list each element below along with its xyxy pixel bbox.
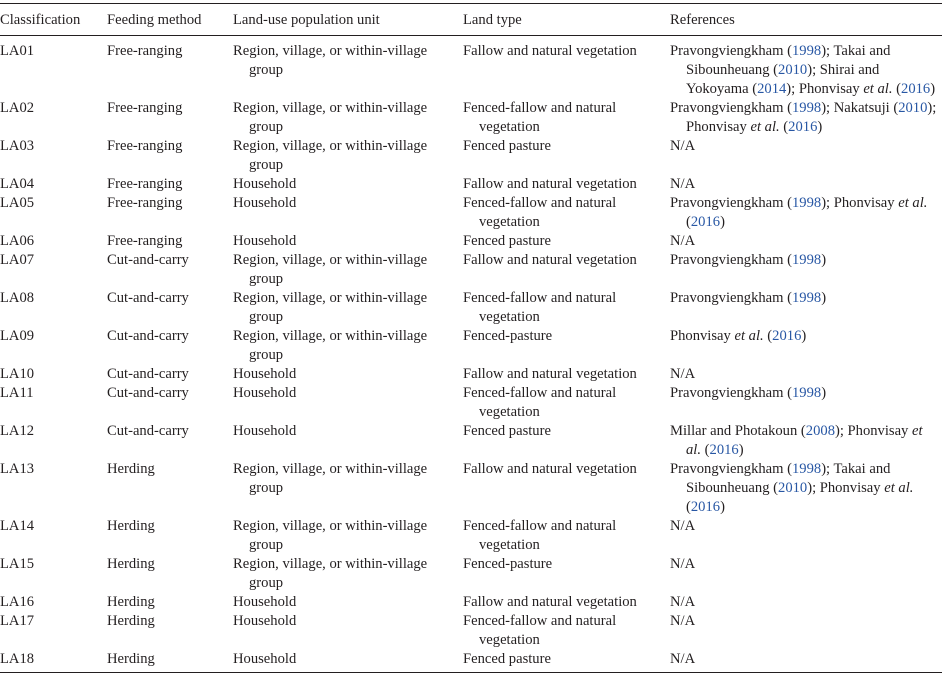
- et-al-text: et al.: [898, 195, 928, 211]
- reference-text: ): [817, 119, 823, 135]
- references-cell: [670, 422, 942, 460]
- reference-text: ): [821, 385, 827, 401]
- references-cell: [670, 555, 942, 593]
- land-type-cell: Fenced-fallow and natural vegetation: [463, 385, 617, 420]
- feeding-method-cell: Herding: [107, 556, 155, 572]
- header-row: [0, 4, 942, 36]
- references-cell: [670, 593, 942, 612]
- land-use-classification-table: [0, 3, 942, 673]
- land-use-unit-cell: Region, village, or within-village group: [233, 100, 428, 135]
- classification-cell: LA04: [0, 176, 35, 192]
- citation-year-link[interactable]: 2016: [690, 499, 721, 515]
- citation-year-link[interactable]: 2016: [690, 214, 721, 230]
- feeding-method-cell: Cut-and-carry: [107, 252, 189, 268]
- table-row: [0, 327, 942, 365]
- table-header: [0, 4, 942, 36]
- reference-text: Pravongviengkham (: [670, 461, 792, 477]
- reference-text: (: [779, 119, 789, 135]
- reference-text: ); Takai and Sibounheuang (: [686, 43, 891, 78]
- citation-year-link[interactable]: 1998: [792, 385, 822, 401]
- land-use-unit-cell: Region, village, or within-village group: [233, 252, 428, 287]
- feeding-method-cell: Herding: [107, 613, 155, 629]
- citation-year-link[interactable]: 1998: [792, 290, 822, 306]
- citation-year-link[interactable]: 2010: [898, 100, 928, 116]
- land-type-cell: Fenced-pasture: [463, 556, 553, 572]
- land-use-unit-cell: Household: [233, 195, 297, 211]
- citation-year-link[interactable]: 1998: [792, 43, 822, 59]
- land-use-unit-cell: Household: [233, 613, 297, 629]
- citation-year-link[interactable]: 2016: [709, 442, 739, 458]
- land-use-unit-cell: Region, village, or within-village group: [233, 461, 428, 496]
- citation-year-link[interactable]: 1998: [792, 461, 822, 477]
- reference-text: (: [701, 442, 710, 458]
- references-cell: [670, 251, 942, 289]
- land-type-cell: Fallow and natural vegetation: [463, 43, 637, 59]
- land-type-cell: Fenced pasture: [463, 233, 551, 249]
- reference-text: ); Shirai and Yokoyama (: [686, 62, 880, 97]
- reference-text: ); Phonvisay: [821, 195, 899, 211]
- feeding-method-cell: Herding: [107, 518, 155, 534]
- reference-text: ): [821, 252, 827, 268]
- land-use-unit-cell: Region, village, or within-village group: [233, 556, 428, 591]
- classification-cell: LA15: [0, 556, 35, 572]
- land-type-cell: Fenced-fallow and natural vegetation: [463, 290, 617, 325]
- reference-text: Pravongviengkham (: [670, 252, 792, 268]
- classification-cell: LA01: [0, 43, 35, 59]
- land-type-cell: Fenced pasture: [463, 423, 551, 439]
- reference-text: ): [930, 81, 936, 97]
- classification-cell: LA07: [0, 252, 35, 268]
- et-al-text: et al.: [863, 81, 893, 97]
- feeding-method-cell: Cut-and-carry: [107, 290, 189, 306]
- classification-cell: LA14: [0, 518, 35, 534]
- reference-text: Pravongviengkham (: [670, 100, 792, 116]
- et-al-text: et al.: [686, 423, 923, 458]
- land-use-unit-cell: Household: [233, 233, 297, 249]
- land-type-cell: Fallow and natural vegetation: [463, 594, 637, 610]
- reference-text: N/A: [670, 518, 696, 534]
- classification-cell: LA10: [0, 366, 35, 382]
- classification-cell: LA02: [0, 100, 35, 116]
- reference-text: N/A: [670, 594, 696, 610]
- land-type-cell: Fallow and natural vegetation: [463, 176, 637, 192]
- header-references: References: [670, 4, 942, 36]
- table-body: [0, 36, 942, 673]
- land-type-cell: Fenced-fallow and natural vegetation: [463, 613, 617, 648]
- land-type-cell: Fenced pasture: [463, 138, 551, 154]
- header-land-use-unit: Land-use population unit: [233, 4, 463, 36]
- citation-year-link[interactable]: 1998: [792, 252, 822, 268]
- table-row: [0, 175, 942, 194]
- feeding-method-cell: Herding: [107, 461, 155, 477]
- reference-text: (: [686, 214, 691, 230]
- feeding-method-cell: Free-ranging: [107, 138, 183, 154]
- reference-text: ): [821, 290, 827, 306]
- land-type-cell: Fenced-fallow and natural vegetation: [463, 518, 617, 553]
- reference-text: N/A: [670, 366, 696, 382]
- land-type-cell: Fenced-fallow and natural vegetation: [463, 195, 617, 230]
- citation-year-link[interactable]: 2016: [772, 328, 802, 344]
- reference-text: Pravongviengkham (: [670, 43, 792, 59]
- reference-text: ); Phonvisay: [834, 423, 913, 439]
- classification-cell: LA09: [0, 328, 35, 344]
- reference-text: ): [738, 442, 744, 458]
- land-use-unit-cell: Household: [233, 366, 297, 382]
- classification-cell: LA08: [0, 290, 35, 306]
- land-use-unit-cell: Household: [233, 650, 463, 673]
- classification-cell: LA13: [0, 461, 35, 477]
- table-row: [0, 194, 942, 232]
- reference-text: N/A: [670, 651, 696, 667]
- classification-cell: LA05: [0, 195, 35, 211]
- reference-text: ): [720, 499, 725, 515]
- table-row: [0, 593, 942, 612]
- references-cell: [670, 384, 942, 422]
- citation-year-link[interactable]: 2014: [757, 81, 787, 97]
- feeding-method-cell: Free-ranging: [107, 233, 183, 249]
- reference-text: N/A: [670, 233, 696, 249]
- header-land-type: Land type: [463, 4, 670, 36]
- citation-year-link[interactable]: 2008: [805, 423, 835, 439]
- et-al-text: et al.: [734, 328, 764, 344]
- classification-cell: LA16: [0, 594, 35, 610]
- land-type-cell: Fenced-fallow and natural vegetation: [463, 100, 617, 135]
- reference-text: ); Takai and Sibounheuang (: [686, 461, 891, 496]
- feeding-method-cell: Free-ranging: [107, 195, 183, 211]
- table-row: [0, 251, 942, 289]
- references-cell: [670, 36, 942, 100]
- citation-year-link[interactable]: 2010: [778, 480, 808, 496]
- reference-text: Pravongviengkham (: [670, 290, 792, 306]
- et-al-text: et al.: [750, 119, 780, 135]
- feeding-method-cell: Cut-and-carry: [107, 423, 189, 439]
- reference-text: Pravongviengkham (: [670, 385, 792, 401]
- feeding-method-cell: Herding: [107, 650, 233, 673]
- land-type-cell: Fenced pasture: [463, 650, 670, 673]
- citation-year-link[interactable]: 1998: [792, 100, 822, 116]
- land-type-cell: Fenced-pasture: [463, 328, 553, 344]
- references-cell: [670, 517, 942, 555]
- reference-text: Pravongviengkham (: [670, 195, 792, 211]
- land-use-unit-cell: Region, village, or within-village group: [233, 290, 428, 325]
- table-row: [0, 99, 942, 137]
- land-use-unit-cell: Household: [233, 423, 297, 439]
- table-row: [0, 422, 942, 460]
- table-row: [0, 137, 942, 175]
- land-use-unit-cell: Region, village, or within-village group: [233, 328, 428, 363]
- reference-text: N/A: [670, 138, 696, 154]
- feeding-method-cell: Free-ranging: [107, 43, 183, 59]
- references-cell: [670, 365, 942, 384]
- citation-year-link[interactable]: 2010: [778, 62, 808, 78]
- references-cell: [670, 175, 942, 194]
- header-classification: Classification: [0, 4, 107, 36]
- reference-text: ); Phonvisay: [786, 81, 864, 97]
- header-feeding-method: Feeding method: [107, 4, 233, 36]
- table-row: [0, 517, 942, 555]
- table-row: [0, 289, 942, 327]
- table-row: [0, 555, 942, 593]
- table-row: [0, 384, 942, 422]
- table-row: [0, 232, 942, 251]
- reference-text: (: [686, 499, 691, 515]
- references-cell: [670, 612, 942, 650]
- land-use-unit-cell: Household: [233, 385, 297, 401]
- land-use-unit-cell: Household: [233, 594, 297, 610]
- reference-text: N/A: [670, 556, 696, 572]
- feeding-method-cell: Cut-and-carry: [107, 328, 189, 344]
- classification-cell: LA17: [0, 613, 35, 629]
- table-row: [0, 365, 942, 384]
- reference-text: ); Phonvisay: [807, 480, 885, 496]
- feeding-method-cell: Cut-and-carry: [107, 385, 189, 401]
- citation-year-link[interactable]: 2016: [901, 81, 931, 97]
- reference-text: (: [763, 328, 773, 344]
- reference-text: Phonvisay: [670, 328, 735, 344]
- land-use-unit-cell: Household: [233, 176, 297, 192]
- classification-cell: LA06: [0, 233, 35, 249]
- et-al-text: et al.: [884, 480, 914, 496]
- reference-text: ): [801, 328, 807, 344]
- land-type-cell: Fallow and natural vegetation: [463, 252, 637, 268]
- land-use-unit-cell: Region, village, or within-village group: [233, 518, 428, 553]
- land-type-cell: Fallow and natural vegetation: [463, 366, 637, 382]
- references-cell: [670, 99, 942, 137]
- classification-cell: LA18: [0, 650, 107, 673]
- land-type-cell: Fallow and natural vegetation: [463, 461, 637, 477]
- references-cell: [670, 460, 942, 517]
- references-cell: [670, 137, 942, 175]
- feeding-method-cell: Free-ranging: [107, 176, 183, 192]
- references-cell: [670, 289, 942, 327]
- table-row: [0, 36, 942, 100]
- table-row: [0, 650, 942, 673]
- land-use-unit-cell: Region, village, or within-village group: [233, 43, 428, 78]
- classification-cell: LA03: [0, 138, 35, 154]
- reference-text: ): [720, 214, 725, 230]
- feeding-method-cell: Herding: [107, 594, 155, 610]
- land-use-unit-cell: Region, village, or within-village group: [233, 138, 428, 173]
- reference-text: ); Phonvisay: [686, 100, 937, 135]
- references-cell: [670, 232, 942, 251]
- feeding-method-cell: Free-ranging: [107, 100, 183, 116]
- references-cell: [670, 194, 942, 232]
- reference-text: Millar and Photakoun (: [670, 423, 806, 439]
- reference-text: ); Nakatsuji (: [821, 100, 899, 116]
- citation-year-link[interactable]: 2016: [788, 119, 818, 135]
- reference-text: N/A: [670, 613, 696, 629]
- classification-cell: LA12: [0, 423, 35, 439]
- feeding-method-cell: Cut-and-carry: [107, 366, 189, 382]
- citation-year-link[interactable]: 1998: [792, 195, 822, 211]
- table-row: [0, 612, 942, 650]
- classification-cell: LA11: [0, 385, 34, 401]
- reference-text: N/A: [670, 176, 696, 192]
- references-cell: [670, 650, 942, 673]
- reference-text: (: [892, 81, 902, 97]
- table-row: [0, 460, 942, 517]
- references-cell: [670, 327, 942, 365]
